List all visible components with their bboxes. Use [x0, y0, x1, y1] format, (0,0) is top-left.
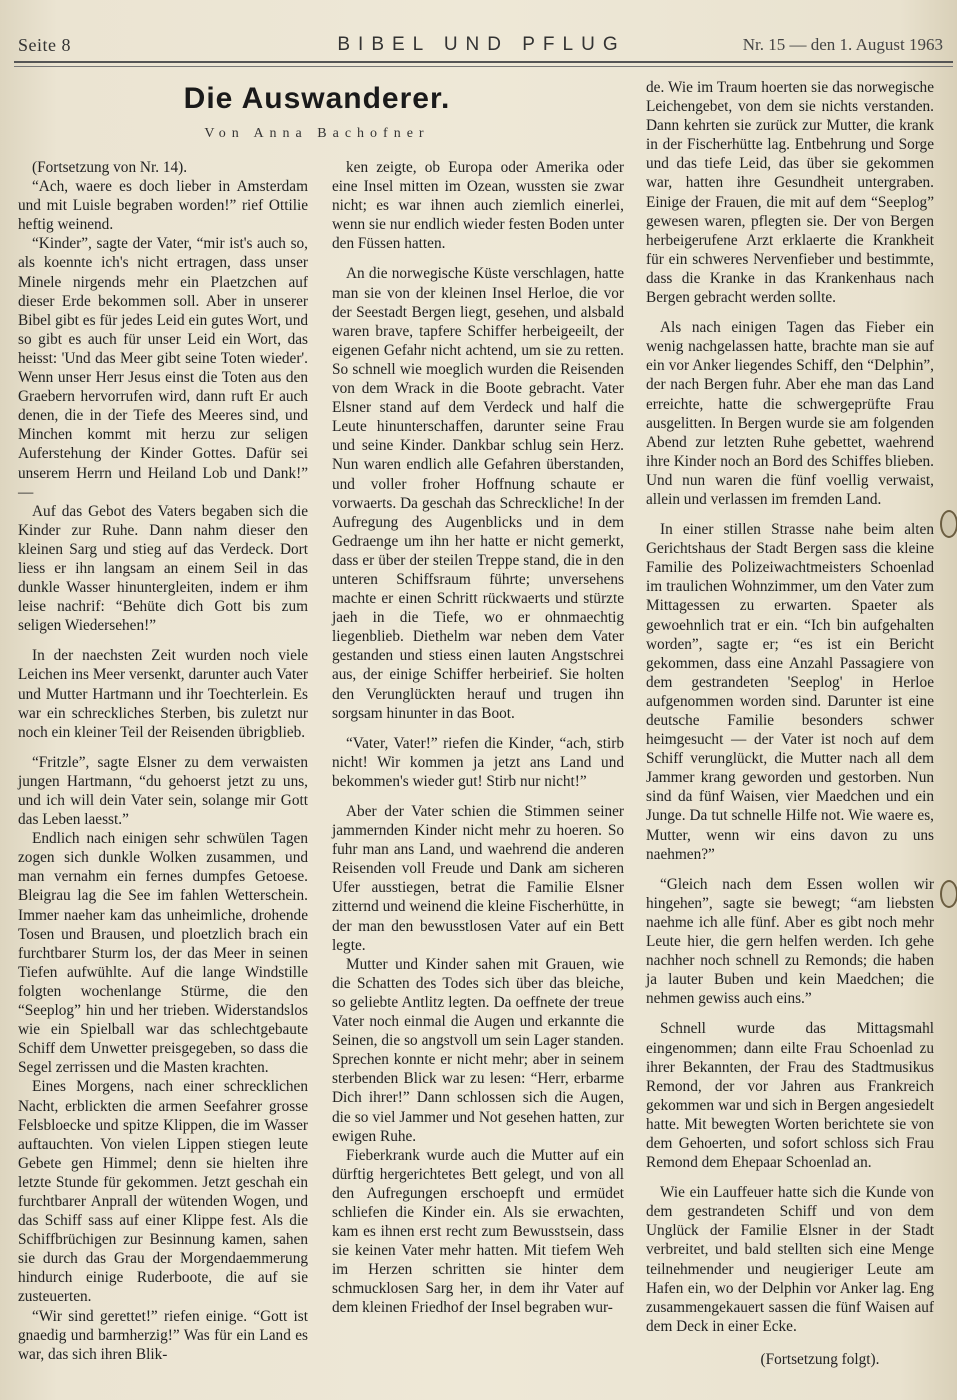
paragraph: “Kinder”, sagte der Vater, “mir ist's auch so, als koennte ich's nicht ertragen, dass unser Minele nirgends mehr ein Plaetzchen auf dieser Erde bekommen soll. Aber in unserer Bibel gibt es für jedes Leid ein gutes Wort, und so gibt es auch für unser Leid ein Wort, das heisst: 'Und das Meer gibt seine Toten wieder'. Wenn unser Herr Jesus einst die Toten aus den Graebern hervorrufen wird, dann ruft Er auch denen, die in der Tiefe des Meeres sind, und Minchen kommt mit herzu zur seligen Auferstehung der Kinder Gottes. Dafür sei unserem Herrn und Heiland Lob und Dank!” —	[18, 235, 308, 501]
paragraph: Eines Morgens, nach einer schrecklichen Nacht, erblickten die armen Seefahrer grosse Felsbloecke und spitze Klippen, die im Wasser auftauchten. Von vielen Lippen stiegen leute Gebete gen Himmel; denn sie hielten ihre letzte Stunde für gekommen. Jetzt geschah ein furchtbarer Anprall der wütenden Wogen, und das Schiff sass auf einer Klippe fest. Als die Schiffbrüchigen zur Besinnung kamen, sahen sie durch das Grau der Morgendaemmerung hindurch einige Ruderboote, die auf sie zusteuerten.	[18, 1078, 308, 1306]
paragraph: Endlich nach einigen sehr schwülen Tagen zogen sich dunkle Wolken zusammen, und man vernahm ein fernes dumpfes Getoese. Bleigrau lag die See im fahlen Wetterschein. Immer naeher kam das unheimliche, drohende Tosen und Brausen, und ploetzlich brach ein furchtbarer Sturm los, der das Meer in seinen Tiefen aufwühlte. Auf die lange Windstille folgten wochenlange Stürme, die den “Seeplog” hin und her trieben. Widerstandslos wie ein Spielball war das schlechtgebaute Schiff dem Unwetter preisgegeben, so dass die Segel zerrissen und die Masten krachten.	[18, 830, 308, 1077]
paragraph: “Gleich nach dem Essen wollen wir hingehen”, sagte sie bewegt; “am liebsten naehme ich alle fünf. Aber es gibt noch mehr Leute hier, die gern helfen werden. Ich gehe nachher noch schnell zu Remonds; die haben ja lauter Buben und kein Maedchen; die nehmen gewiss auch eins.”	[646, 875, 934, 1008]
paragraph: (Fortsetzung von Nr. 14).	[32, 159, 188, 176]
publication-name: BIBEL UND PFLUG	[337, 34, 626, 55]
paragraph: “Vater, Vater!” riefen die Kinder, “ach, stirb nicht! Wir kommen ja jetzt ans Land und bekommen's wieder gut! Stirb nur nicht!”	[332, 734, 624, 790]
column-2	[332, 158, 624, 1318]
continued-note: (Fortsetzung folgt).	[760, 1350, 880, 1368]
paragraph: In der naechsten Zeit wurden noch viele Leichen ins Meer versenkt, darunter auch Vater und Mutter Hartmann und ihr Toechterlein. Es war ein schreckliches Sterben, bis zuletzt nur noch ein kleiner Teil der Reisenden übrigblieb.	[18, 647, 308, 741]
paragraph: In einer stillen Strasse nahe beim alten Gerichtshaus der Stadt Bergen sass die kleine Familie des Polizeiwachtmeisters Schoenlad im traulichen Wohnzimmer, um den Vater zum Mittagessen zu erwarten. Spaeter als gewoehnlich trat er ein. “Ich bin aufgehalten worden”, sagte er; “es ist ein Bericht gekommen, dass eine Anzahl Passagiere von dem gestrandeten 'Seeplog' in Herloe aufgenommen worden sind. Darunter ist eine deutsche Familie besonders schwer heimgesucht — der Vater ist noch auf dem Schiff verunglückt, die Mutter nach all dem Jammer krang geworden und gestorben. Nun sind da fünf Waisen, vier Maedchen und ein Junge. Da tut schnelle Hilfe not. Wie waere es, Mutter, wenn wir eins davon zu uns naehmen?”	[646, 521, 934, 863]
page-number: Seite 8	[18, 35, 71, 55]
column-1	[18, 158, 308, 1364]
punch-hole-icon	[940, 510, 957, 538]
paragraph: “Ach, waere es doch lieber in Amsterdam und mit Luisle begraben worden!” rief Ottilie heftig weinend.	[18, 178, 308, 234]
article-title: Die Auswanderer.	[183, 82, 451, 115]
paragraph: An die norwegische Küste verschlagen, hatte man sie von der kleinen Insel Herloe, die vor der Seestadt Bergen liegt, gesehen, und alsbald waren brave, tapfere Schiffer herbeigeeilt, der eigenen Gefahr nicht achtend, um sie zu retten. So schnell wie moeglich wurden die Reisenden von dem Wrack in die Boote gebracht. Vater Elsner stand auf dem Verdeck und half die Leute hinunterschaffen, darunter seine Frau und seine Kinder. Dankbar schlug sein Herz. Nun waren endlich alle Gefahren überstanden, und voller froher Hoffnung schaute er vorwaerts. Da geschah das Schreckliche! In der Aufregung des Augenblicks und in dem Gedraenge um ihn her hatte er nicht gemerkt, dass er über der steilen Treppe stand, die in den unteren Schiffsraum führte; unversehens machte er einen Schritt rückwaerts und stürzte jaeh in die Tiefe, wo er ohnmaechtig liegenblieb. Diethelm war neben dem Vater gestanden und stiess einen lauten Angstschrei aus, der einige Schiffer herbeirief. Sie holten den Verunglückten herauf und trugen ihn sorgsam hinunter in das Boot.	[332, 265, 624, 722]
paragraph: Als nach einigen Tagen das Fieber ein wenig nachgelassen hatte, brachte man sie auf ein vor Anker liegendes Schiff, den “Delphin”, der nach Bergen fuhr. Aber ehe man das Land erreichte, hatte die schwergeprüfte Frau ausgelitten. In Bergen wurde sie am folgenden Abend zur letzten Ruhe gebettet, waehrend ihre Kinder noch an Bord des Schiffes blieben. Und nun waren die fünf voellig verwaist, allein und verlassen im fremden Land.	[646, 319, 934, 508]
paragraph: Fieberkrank wurde auch die Mutter auf ein dürftig hergerichtetes Bett gelegt, und von all den Aufregungen erschoepft und ermüdet schliefen die Kinder ein. Als sie erwachten, kam es ihnen erst recht zum Bewusstsein, dass sie keinen Vater mehr hatten. Mit tiefem Weh im Herzen schritten sie hinter dem schmucklosen Sarg her, in dem ihr Vater auf dem kleinen Friedhof der Insel begraben wur-	[332, 1146, 624, 1317]
paragraph: Auf das Gebot des Vaters begaben sich die Kinder zur Ruhe. Dann nahm dieser den kleinen Sarg und stieg auf das Verdeck. Dort liess er ihn langsam an einem Seil in das dunkle Wasser hinuntergleiten, indem er ihm leise nachrif: “Behüte dich Gott bis zum seligen Wiedersehen!”	[18, 502, 308, 635]
article-byline: Von Anna Bachofner	[204, 126, 430, 141]
paragraph: Aber der Vater schien die Stimmen seiner jammernden Kinder nicht mehr zu hoeren. So fuhr man ans Land, und waehrend die anderen Reisenden voll Freude und Dank am sicheren Ufer ausstiegen, betrat die Familie Elsner zitternd und weinend die kleine Fischerhütte, in der man den bewusstlosen Vater auf ein Bett legte.	[332, 803, 624, 954]
paragraph: ken zeigte, ob Europa oder Amerika oder eine Insel mitten im Ozean, wussten sie zwar nicht; es war ihnen auch ziemlich einerlei, wenn sie nur endlich wieder festen Boden unter den Füssen hatten.	[332, 159, 624, 253]
paragraph: “Fritzle”, sagte Elsner zu dem verwaisten jungen Hartmann, “du gehoerst jetzt zu uns, und ich will dein Vater sein, solange mir Gott das Leben laesst.”	[18, 753, 308, 829]
paragraph: de. Wie im Traum hoerten sie das norwegische Leichengebet, von dem sie nichts verstanden. Dann kehrten sie zurück zur Mutter, die krank in der Fischerhütte lag. Entbehrung und Sorge und das tiefe Leid, das über sie gekommen war, hatten ihre Gesundheit untergraben. Einige der Frauen, die mit auf dem “Seeplog” gewesen waren, pflegten sie. Der von Bergen herbeigerufene Arzt erklaerte die Krankheit für ein schweres Nervenfieber und bestimmte, dass die Kranke in das Krankenhaus nach Bergen gebracht werden sollte.	[646, 79, 934, 307]
page-header	[14, 32, 949, 62]
issue-date: Nr. 15 — den 1. August 1963	[742, 35, 943, 54]
paragraph: Mutter und Kinder sahen mit Grauen, wie die Schatten des Todes sich über das bleiche, so geliebte Antlitz legten. Da oeffnete der treue Vater noch einmal die Augen und erkannte die Seinen, die so angstvoll um sein Lager standen. Sprechen konnte er nicht mehr; aber in seinem sterbenden Blick war zu lesen: “Herr, erbarme Dich ihrer!” Dann schlossen sich die Augen, die so viel Jammer und Not gesehen hatten, zur ewigen Ruhe.	[332, 955, 624, 1145]
header-rule	[14, 61, 953, 63]
paragraph: Wie ein Lauffeuer hatte sich die Kunde von dem gestrandeten Schiff und von dem Unglück der Familie Elsner in der Stadt verbreitet, und bald stellten sich eine Menge teilnehmender und neugieriger Leute am Hafen ein, wo der Delphin vor Anker lag. Eng zusammengekauert sassen die fünf Waisen auf dem Deck in einer Ecke.	[646, 1184, 934, 1335]
paragraph: “Wir sind gerettet!” riefen einige. “Gott ist gnaedig und barmherzig!” Was für ein Land es war, das sich ihren Blik-	[18, 1307, 308, 1363]
header-rule-thin	[14, 66, 953, 67]
punch-hole-icon	[940, 880, 957, 908]
paragraph: Schnell wurde das Mittagsmahl eingenommen; dann eilte Frau Schoenlad zu ihrer Bekannten, der Frau des Stadtmusikus Remond, der vor Jahren aus Frankreich gekommen war und sich in Bergen angesiedelt hatte. Mit bewegten Worten berichtete sie von dem Gehoerten, und sofort schloss sich Frau Remond dem Ehepaar Schoenlad an.	[646, 1020, 934, 1172]
column-3	[646, 78, 934, 1369]
